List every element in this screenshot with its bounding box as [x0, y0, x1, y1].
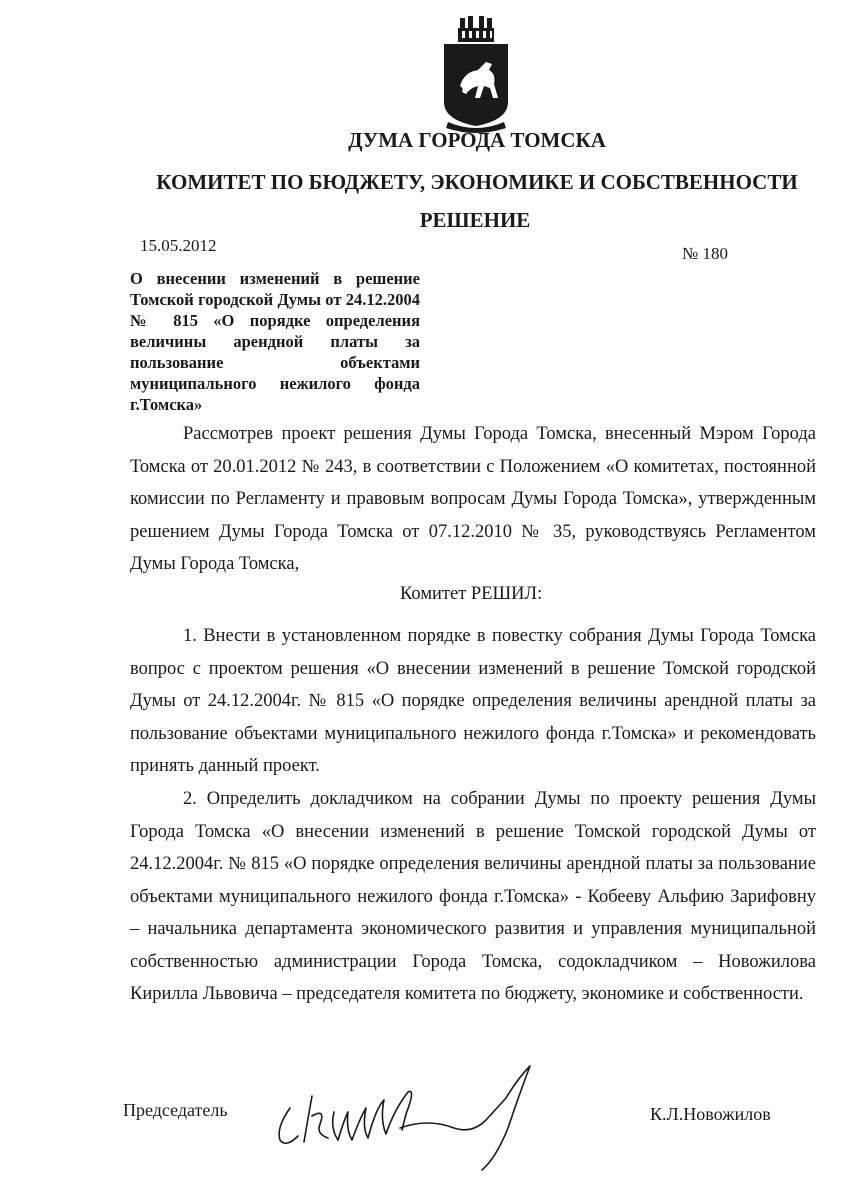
decision-item-2: 2. Определить докладчиком на собрании Думы по проекту решения Думы Города Томска «О внесении изменений в решение Томской городской Думы от 24.12.2004г. № 815 «О порядке определения величины арендной платы за пользование объектами муниципального нежилого фонда г.Томска» - Кобееву Альфию Зарифовну – начальника департамента экономического развития и управления муниципальной собственностью администрации Города Томска, содокладчиком – Новожилова Кирилла Львовича – председателя комитета по бюджету, экономике и собственности. — [130, 789, 816, 1004]
decision-subject: О внесении изменений в решение Томской городской Думы от 24.12.2004 № 815 «О порядке определения величины арендной платы за пользование объектами муниципального нежилого фонда г.Томска» — [130, 269, 420, 414]
decision-date: 15.05.2012 — [140, 236, 217, 255]
resolved-heading: Комитет РЕШИЛ: — [400, 584, 543, 604]
intro-paragraph: Рассмотрев проект решения Думы Города Томска, внесенный Мэром Города Томска от 20.01.2012 № 243, в соответствии с Положением «О комитетах, постоянной комиссии по Регламенту и правовым вопросам Думы Города Томска», утвержденным решением Думы Города Томска от 07.12.2010 № 35, руководствуясь Регламентом Думы Города Томска, — [130, 424, 816, 574]
decision-item-1: 1. Внести в установленном порядке в повестку собрания Думы Города Томска вопрос с проектом решения «О внесении изменений в решение Томской городской Думы от 24.12.2004г. № 815 «О порядке определения величины арендной платы за пользование объектами муниципального нежилого фонда г.Томска» и рекомендовать принять данный проект. — [130, 626, 816, 776]
signatory-title: Председатель — [123, 1100, 228, 1120]
handwritten-signature — [268, 1058, 568, 1178]
organization-name: ДУМА ГОРОДА ТОМСКА — [348, 128, 606, 152]
decision-number: № 180 — [682, 244, 728, 263]
document-type: РЕШЕНИЕ — [419, 208, 531, 232]
tomsk-coat-of-arms-icon — [434, 12, 518, 136]
committee-name: КОМИТЕТ ПО БЮДЖЕТУ, ЭКОНОМИКЕ И СОБСТВЕННОСТИ — [156, 170, 798, 194]
signatory-name: К.Л.Новожилов — [650, 1104, 771, 1124]
